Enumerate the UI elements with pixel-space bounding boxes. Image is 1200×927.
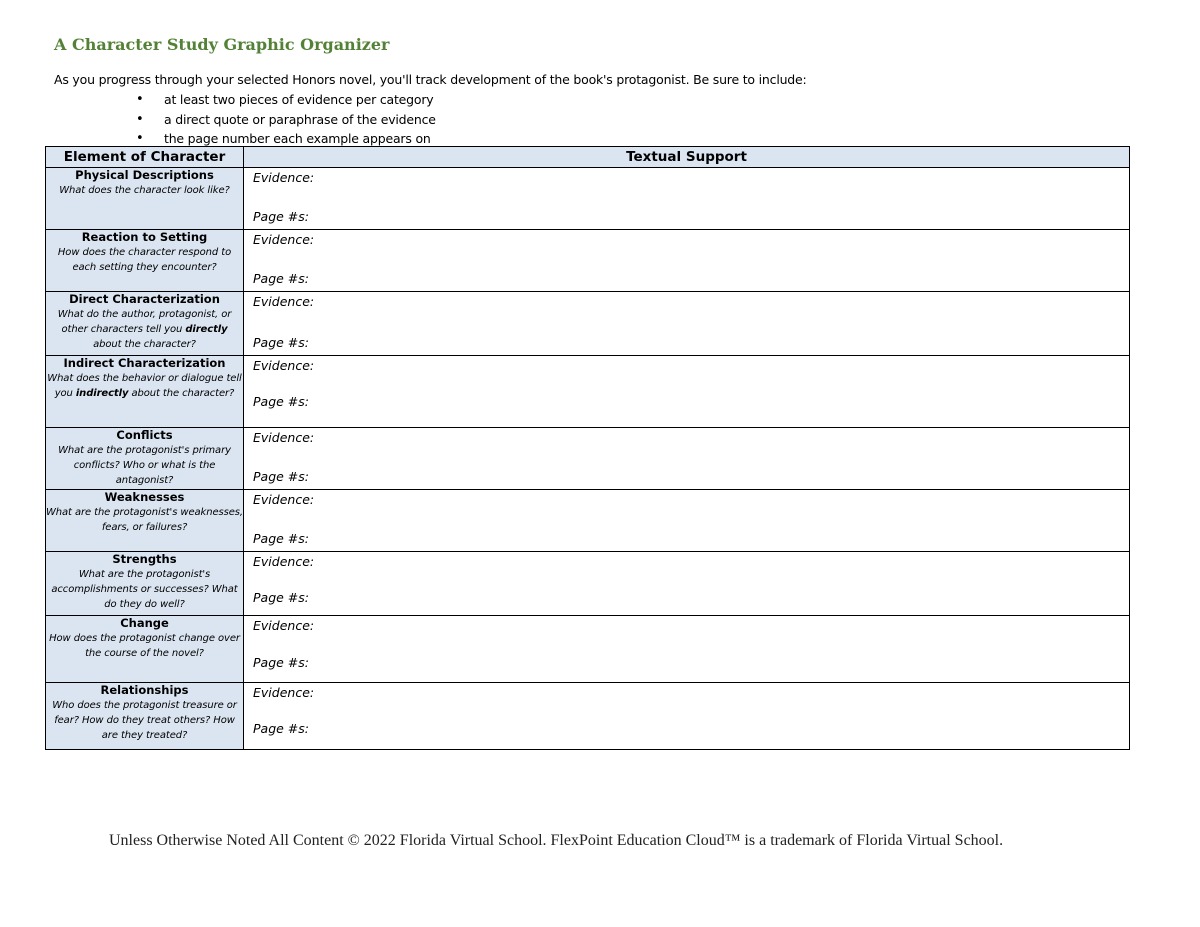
element-cell: [46, 230, 244, 292]
page-label: Page #s:: [253, 721, 309, 736]
element-question: How does the character respond to each setting they encounter?: [57, 247, 232, 273]
support-cell[interactable]: [244, 683, 1130, 750]
table-row: [46, 428, 1130, 490]
evidence-label: Evidence:: [253, 492, 315, 507]
support-cell[interactable]: [244, 428, 1130, 490]
support-cell[interactable]: [244, 230, 1130, 292]
support-cell[interactable]: [244, 356, 1130, 428]
table-row: [46, 230, 1130, 292]
element-name: Strengths: [112, 552, 177, 566]
element-name: Weaknesses: [104, 490, 185, 504]
element-cell: [46, 428, 244, 490]
page-label: Page #s:: [253, 469, 309, 484]
instruction-list: [130, 90, 436, 149]
support-cell[interactable]: [244, 292, 1130, 356]
page-title: A Character Study Graphic Organizer: [54, 35, 390, 54]
table-row: [46, 490, 1130, 552]
element-question: What are the protagonist's primary conflicts? Who or what is the antagonist?: [58, 445, 231, 486]
table-row: [46, 356, 1130, 428]
page-label: Page #s:: [253, 209, 309, 224]
element-name: Indirect Characterization: [63, 356, 226, 370]
evidence-label: Evidence:: [253, 358, 315, 373]
support-cell[interactable]: [244, 616, 1130, 683]
element-cell: [46, 616, 244, 683]
table-header-row: [46, 147, 1130, 168]
list-item: • at least two pieces of evidence per category: [130, 90, 436, 110]
copyright-footer: Unless Otherwise Noted All Content © 2022 Florida Virtual School. FlexPoint Education Cloud™ is a trademark of Florida Virtual School.: [109, 832, 1004, 849]
element-cell: [46, 552, 244, 616]
organizer-table: [45, 146, 1130, 750]
evidence-label: Evidence:: [253, 232, 315, 247]
support-cell[interactable]: [244, 168, 1130, 230]
element-question: What are the protagonist's accomplishments or successes? What do they do well?: [51, 569, 238, 610]
element-question: What are the protagonist's weaknesses, fears, or failures?: [46, 507, 243, 533]
table-row: [46, 168, 1130, 230]
page-label: Page #s:: [253, 531, 309, 546]
element-name: Physical Descriptions: [75, 168, 214, 182]
element-question: What do the author, protagonist, or other characters tell you directly about the character?: [57, 309, 232, 350]
bullet-icon: •: [136, 131, 144, 146]
table-row: [46, 552, 1130, 616]
element-question: What does the character look like?: [59, 185, 230, 196]
bullet-icon: •: [136, 92, 144, 107]
element-name: Reaction to Setting: [81, 230, 208, 244]
page-label: Page #s:: [253, 655, 309, 670]
page-label: Page #s:: [253, 590, 309, 605]
element-name: Relationships: [100, 683, 189, 697]
element-cell: [46, 490, 244, 552]
column-header-support: Textual Support: [244, 147, 1130, 168]
element-question: How does the protagonist change over the course of the novel?: [49, 633, 240, 659]
element-question: Who does the protagonist treasure or fear? How do they treat others? How are they treated?: [52, 700, 237, 741]
element-name: Direct Characterization: [69, 292, 220, 306]
support-cell[interactable]: [244, 552, 1130, 616]
evidence-label: Evidence:: [253, 685, 315, 700]
evidence-label: Evidence:: [253, 170, 315, 185]
bullet-icon: •: [136, 111, 144, 127]
evidence-label: Evidence:: [253, 618, 315, 633]
evidence-label: Evidence:: [253, 554, 315, 569]
list-item: • a direct quote or paraphrase of the evidence: [130, 110, 436, 130]
column-header-element: Element of Character: [46, 147, 244, 168]
element-name: Change: [120, 616, 169, 630]
element-cell: [46, 356, 244, 428]
page-label: Page #s:: [253, 394, 309, 409]
intro-text: As you progress through your selected Honors novel, you'll track development of the book's protagonist. Be sure to include:: [54, 72, 807, 87]
element-cell: [46, 168, 244, 230]
page-label: Page #s:: [253, 271, 309, 286]
evidence-label: Evidence:: [253, 294, 315, 309]
table-row: [46, 616, 1130, 683]
element-question: What does the behavior or dialogue tell you indirectly about the character?: [47, 373, 242, 399]
table-row: [46, 683, 1130, 750]
element-cell: [46, 683, 244, 750]
page-label: Page #s:: [253, 335, 309, 350]
element-name: Conflicts: [116, 428, 173, 442]
evidence-label: Evidence:: [253, 430, 315, 445]
list-item: • the page number each example appears on: [130, 129, 436, 149]
table-row: [46, 292, 1130, 356]
element-cell: [46, 292, 244, 356]
support-cell[interactable]: [244, 490, 1130, 552]
